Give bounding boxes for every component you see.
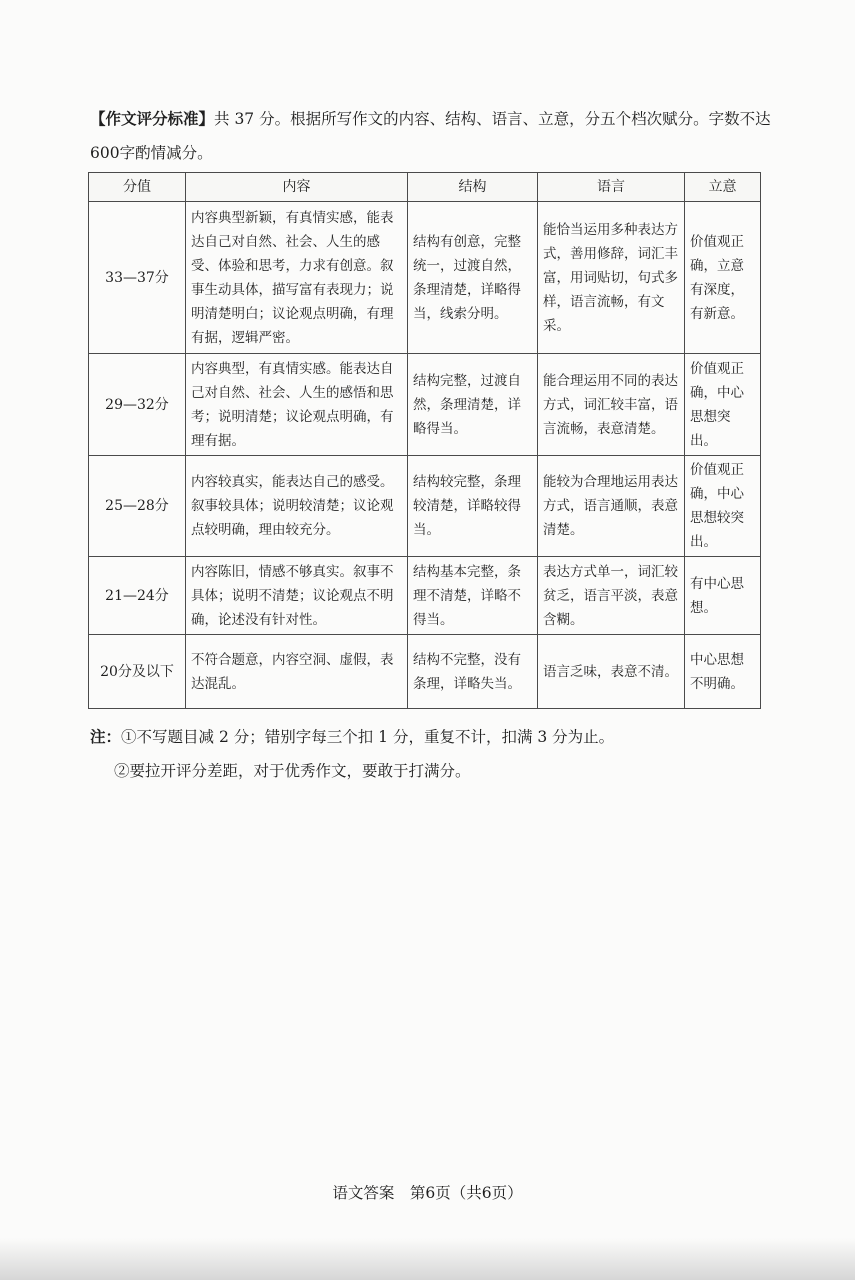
table-row (89, 635, 761, 709)
page-edge-shadow (0, 1238, 855, 1280)
structure-cell: 结构完整，过渡自然，条理清楚，详略得当。 (408, 354, 538, 456)
grading-heading: 【作文评分标准】 (90, 110, 215, 128)
notes-label: 注： (90, 728, 122, 746)
structure-cell: 结构有创意，完整统一，过渡自然，条理清楚，详略得当，线索分明。 (408, 202, 538, 354)
score-cell: 25—28分 (89, 456, 186, 557)
note-2-text: ②要拉开评分差距，对于优秀作文，要敢于打满分。 (114, 762, 471, 780)
notes-section (90, 720, 790, 788)
score-cell: 33—37分 (89, 202, 186, 354)
page-footer: 语文答案 第6页（共6页） (332, 1184, 523, 1202)
theme-cell: 中心思想不明确。 (685, 635, 761, 709)
header-content: 内容 (186, 173, 408, 202)
structure-cell: 结构基本完整，条理不清楚，详略不得当。 (408, 557, 538, 635)
table-row (89, 202, 761, 354)
table-row (89, 354, 761, 456)
theme-cell: 价值观正确，中心思想突出。 (685, 354, 761, 456)
score-cell: 21—24分 (89, 557, 186, 635)
grading-intro-text: 共 37 分。根据所写作文的内容、结构、语言、立意，分五个档次赋分。字数不达 600字酌情减分。 (90, 110, 771, 162)
header-theme: 立意 (685, 173, 761, 202)
table-header-row (89, 173, 761, 202)
grading-intro (90, 102, 790, 170)
grading-table (88, 172, 761, 709)
content-cell: 内容典型新颖，有真情实感，能表达自己对自然、社会、人生的感受、体验和思考，力求有创意。叙事生动具体，描写富有表现力；说明清楚明白；议论观点明确，有理有据，逻辑严密。 (186, 202, 408, 354)
note-1-text: ①不写题目减 2 分；错别字每三个扣 1 分，重复不计，扣满 3 分为止。 (121, 728, 615, 746)
language-cell: 表达方式单一，词汇较贫乏，语言平淡，表意含糊。 (538, 557, 685, 635)
score-cell: 20分及以下 (89, 635, 186, 709)
table-row (89, 557, 761, 635)
language-cell: 能合理运用不同的表达方式，词汇较丰富，语言流畅，表意清楚。 (538, 354, 685, 456)
header-language: 语言 (538, 173, 685, 202)
language-cell: 能恰当运用多种表达方式，善用修辞，词汇丰富，用词贴切，句式多样，语言流畅，有文采。 (538, 202, 685, 354)
content-cell: 内容较真实，能表达自己的感受。叙事较具体；说明较清楚；议论观点较明确，理由较充分。 (186, 456, 408, 557)
score-cell: 29—32分 (89, 354, 186, 456)
content-cell: 不符合题意，内容空洞、虚假，表达混乱。 (186, 635, 408, 709)
table-row (89, 456, 761, 557)
structure-cell: 结构较完整，条理较清楚，详略较得当。 (408, 456, 538, 557)
header-score: 分值 (89, 173, 186, 202)
theme-cell: 有中心思想。 (685, 557, 761, 635)
note-line-1 (90, 720, 790, 754)
content-cell: 内容陈旧，情感不够真实。叙事不具体；说明不清楚；议论观点不明确，论述没有针对性。 (186, 557, 408, 635)
header-structure: 结构 (408, 173, 538, 202)
language-cell: 语言乏味，表意不清。 (538, 635, 685, 709)
structure-cell: 结构不完整，没有条理，详略失当。 (408, 635, 538, 709)
theme-cell: 价值观正确，立意有深度，有新意。 (685, 202, 761, 354)
content-cell: 内容典型，有真情实感。能表达自己对自然、社会、人生的感悟和思考；说明清楚；议论观点明确，有理有据。 (186, 354, 408, 456)
language-cell: 能较为合理地运用表达方式，语言通顺，表意清楚。 (538, 456, 685, 557)
theme-cell: 价值观正确，中心思想较突出。 (685, 456, 761, 557)
